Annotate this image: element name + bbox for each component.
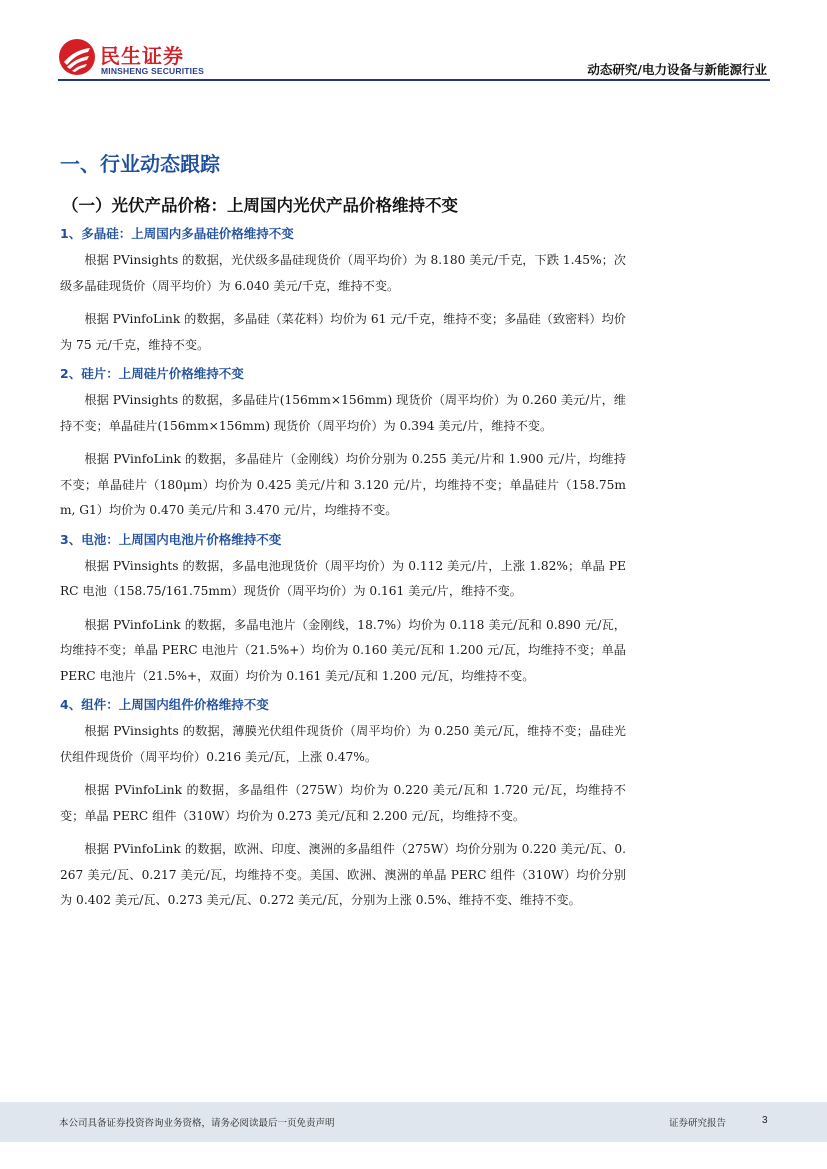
footer-disclaimer: 本公司具备证券投资咨询业务资格，请务必阅读最后一页免责声明 [59, 1118, 335, 1129]
footer-report-type: 证券研究报告 [669, 1118, 727, 1129]
cell-pvinfolink-paragraph: 根据 PVinfoLink 的数据，多晶电池片（金刚线，18.7%）均价为 0.118 美元/瓦和 0.890 元/瓦，均维持不变；单晶 PERC 电池片（21.5%+）均价为 0.160 美元/瓦和 1.200 元/瓦，均维持不变；单晶 PERC 电池片（21.5%+，双面）均价为 0.161 美元/瓦和 1.200 元/瓦，均维持不变。 [60, 617, 630, 683]
polysilicon-pvinsights-paragraph: 根据 PVinsights 的数据，光伏级多晶硅现货价（周平均价）为 8.180 美元/千克，下跌 1.45%；次级多晶硅现货价（周平均价）为 6.040 美元/千克，维持不变。 [60, 253, 626, 293]
page-footer [0, 1102, 827, 1142]
subsection-heading: （一）光伏产品价格：上周国内光伏产品价格维持不变 [62, 196, 458, 215]
module-heading: 4、组件：上周国内组件价格维持不变 [60, 697, 269, 712]
module-regional-paragraph: 根据 PVinfoLink 的数据，欧洲、印度、澳洲的多晶组件（275W）均价分别为 0.220 美元/瓦、0.267 美元/瓦、0.217 美元/瓦，均维持不变。美国、欧洲、澳洲的单晶 PERC 组件（310W）均价分别为 0.402 美元/瓦、0.273 美元/瓦、0.272 美元/瓦，分别为上涨 0.5%、维持不变、维持不变。 [60, 842, 626, 907]
section-heading: 一、行业动态跟踪 [60, 152, 220, 176]
report-body [60, 140, 630, 922]
header-divider [58, 79, 770, 81]
module-pvinfolink-paragraph: 根据 PVinfoLink 的数据，多晶组件（275W）均价为 0.220 美元/瓦和 1.720 元/瓦，均维持不变；单晶 PERC 组件（310W）均价为 0.273 美元/瓦和 2.200 元/瓦，均维持不变。 [60, 783, 626, 823]
module-pvinsights-paragraph: 根据 PVinsights 的数据，薄膜光伏组件现货价（周平均价）为 0.250 美元/瓦，维持不变；晶硅光伏组件现货价（周平均价）0.216 美元/瓦，上涨 0.47%。 [60, 724, 626, 764]
report-category: 动态研究/电力设备与新能源行业 [587, 62, 767, 77]
polysilicon-pvinfolink-paragraph: 根据 PVinfoLink 的数据，多晶硅（菜花料）均价为 61 元/千克，维持不变；多晶硅（致密料）均价为 75 元/千克，维持不变。 [60, 312, 626, 352]
polysilicon-heading: 1、多晶硅：上周国内多晶硅价格维持不变 [60, 226, 294, 241]
minsheng-logo [58, 38, 218, 78]
page-number: 3 [762, 1115, 768, 1126]
minsheng-logo-icon [58, 38, 96, 76]
cell-pvinsights-paragraph: 根据 PVinsights 的数据，多晶电池现货价（周平均价）为 0.112 美元/片，上涨 1.82%；单晶 PERC 电池（158.75/161.75mm）现货价（周平均价）为 0.161 美元/片，维持不变。 [60, 558, 626, 598]
wafer-pvinsights-paragraph: 根据 PVinsights 的数据，多晶硅片(156mm×156mm) 现货价（周平均价）为 0.260 美元/片，维持不变；单晶硅片(156mm×156mm) 现货价（周平均价）为 0.394 美元/片，维持不变。 [60, 393, 626, 433]
logo-english-name: MINSHENG SECURITIES [101, 66, 204, 76]
cell-heading: 3、电池：上周国内电池片价格维持不变 [60, 531, 282, 547]
page-header [0, 0, 827, 90]
wafer-heading: 2、硅片：上周硅片价格维持不变 [60, 366, 244, 381]
logo-chinese-name: 民生证券 [100, 44, 184, 68]
wafer-pvinfolink-paragraph: 根据 PVinfoLink 的数据，多晶硅片（金刚线）均价分别为 0.255 美元/片和 1.900 元/片，均维持不变；单晶硅片（180μm）均价为 0.425 美元/片和 3.120 元/片，均维持不变；单晶硅片（158.75mm, G1）均价为 0.470 美元/片和 3.470 元/片，均维持不变。 [60, 452, 626, 517]
